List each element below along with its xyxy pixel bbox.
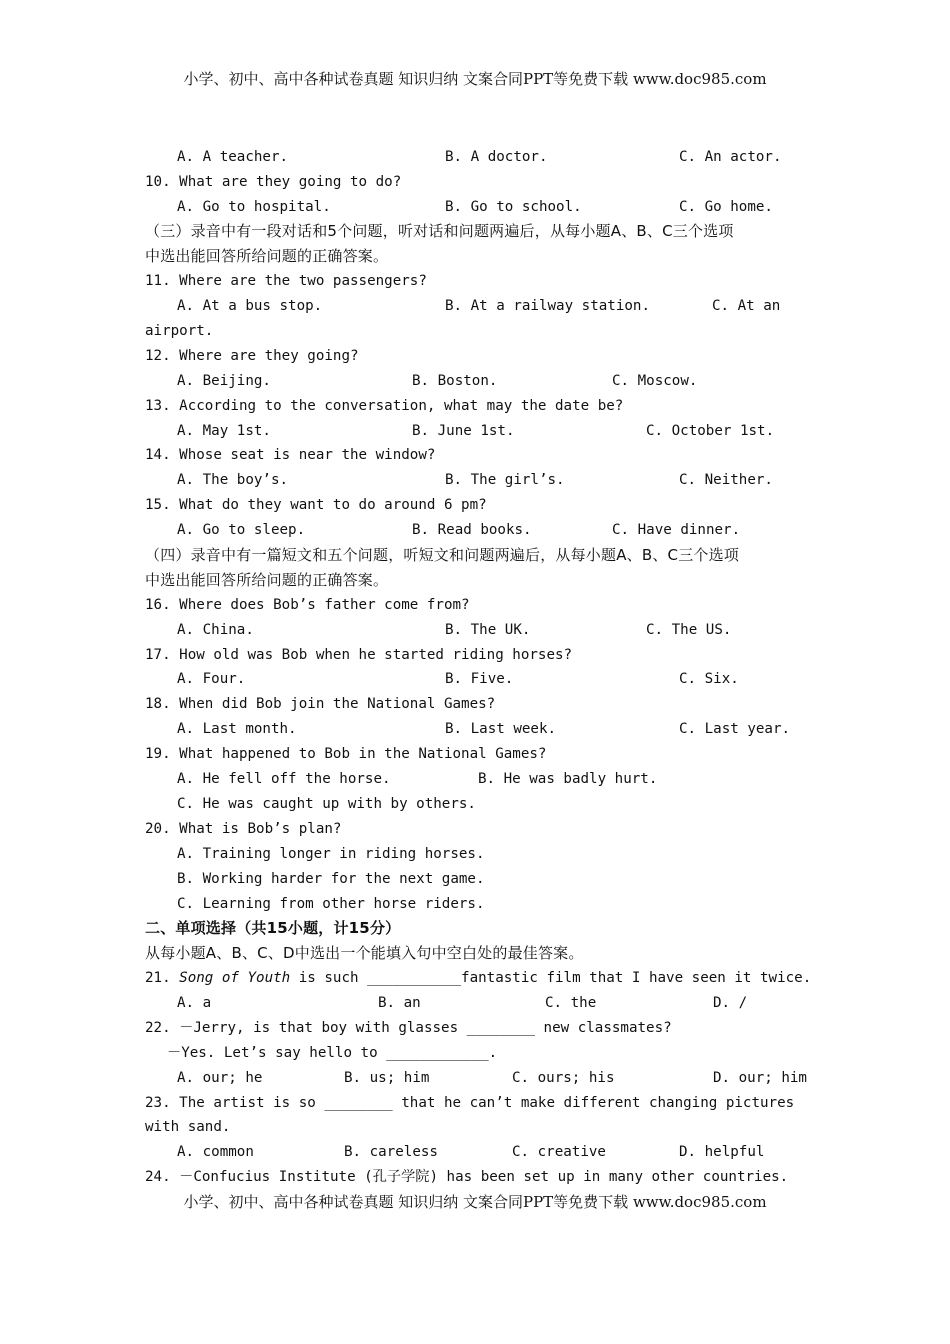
option-b: B. Read books.	[412, 522, 532, 538]
question-18: 18. When did Bob join the National Games?	[145, 696, 496, 712]
option-c: C. ours; his	[512, 1070, 615, 1086]
page-footer: 小学、初中、高中各种试卷真题 知识归纳 文案合同PPT等免费下载 www.doc985.com	[183, 1193, 767, 1211]
q22-options	[177, 1067, 842, 1089]
section-3-instruction-line2: 中选出能回答所给问题的正确答案。	[145, 247, 389, 265]
option-b: B. an	[378, 995, 421, 1011]
option-d: D. our; him	[713, 1070, 807, 1086]
q16-options	[177, 619, 842, 641]
option-a: A. our; he	[177, 1070, 263, 1086]
q21-film-title: Song of Youth	[179, 970, 291, 986]
question-21	[145, 967, 810, 989]
section-4-instruction-line2: 中选出能回答所给问题的正确答案。	[145, 571, 389, 589]
q19-options	[177, 768, 842, 790]
option-b: B. careless	[344, 1144, 438, 1160]
question-20: 20. What is Bob’s plan?	[145, 821, 342, 837]
option-a: A. Go to hospital.	[177, 199, 331, 215]
q23-options	[177, 1141, 842, 1163]
part-2-instruction: 从每小题A、B、C、D中选出一个能填入句中空白处的最佳答案。	[145, 944, 584, 962]
q14-options	[177, 469, 842, 491]
question-23: 23. The artist is so ________ that he can’t make different changing pictures	[145, 1095, 795, 1111]
option-b: B. June 1st.	[412, 423, 515, 439]
option-c: C. Last year.	[679, 721, 791, 737]
page-header: 小学、初中、高中各种试卷真题 知识归纳 文案合同PPT等免费下载 www.doc985.com	[183, 70, 767, 88]
option-b: B. A doctor.	[445, 149, 548, 165]
q11-options	[177, 295, 842, 317]
option-b: B. Go to school.	[445, 199, 582, 215]
option-b: B. Last week.	[445, 721, 557, 737]
question-24: 24. －Confucius Institute (孔子学院) has been set up in many other countries.	[145, 1169, 789, 1185]
option-a: A. Four.	[177, 671, 246, 687]
q13-options	[177, 420, 842, 442]
option-c: C. creative	[512, 1144, 606, 1160]
option-c: C. At an	[712, 298, 781, 314]
option-c: C. Neither.	[679, 472, 773, 488]
option-b: B. us; him	[344, 1070, 430, 1086]
question-22: 22. －Jerry, is that boy with glasses ________ new classmates?	[145, 1020, 672, 1036]
option-c: C. Have dinner.	[612, 522, 741, 538]
option-c: C. the	[545, 995, 597, 1011]
option-d: D. /	[713, 995, 748, 1011]
option-b: B. At a railway station.	[445, 298, 650, 314]
option-b: B. Boston.	[412, 373, 498, 389]
option-a: A. common	[177, 1144, 254, 1160]
option-b: B. The UK.	[445, 622, 531, 638]
option-c: C. An actor.	[679, 149, 782, 165]
option-d: D. helpful	[679, 1144, 765, 1160]
q11-continuation: airport.	[145, 323, 214, 339]
q20-option-a: A. Training longer in riding horses.	[177, 846, 485, 862]
option-b: B. The girl’s.	[445, 472, 565, 488]
q12-options	[177, 370, 842, 392]
q21-options	[177, 992, 842, 1014]
q19-option-c: C. He was caught up with by others.	[177, 796, 476, 812]
q21-text: is such ___________fantastic film that I have seen it twice.	[290, 970, 812, 986]
option-c: C. October 1st.	[646, 423, 775, 439]
question-12: 12. Where are they going?	[145, 348, 359, 364]
option-a: A. Last month.	[177, 721, 297, 737]
option-a: A. a	[177, 995, 212, 1011]
q20-option-c: C. Learning from other horse riders.	[177, 896, 485, 912]
q18-options	[177, 718, 842, 740]
option-b: B. Five.	[445, 671, 514, 687]
option-c: C. Go home.	[679, 199, 773, 215]
option-a: A. Go to sleep.	[177, 522, 306, 538]
q9-options	[177, 146, 842, 168]
q23-continuation: with sand.	[145, 1119, 231, 1135]
q17-options	[177, 668, 842, 690]
option-b: B. He was badly hurt.	[478, 771, 658, 787]
option-a: A. May 1st.	[177, 423, 271, 439]
option-a: A. Beijing.	[177, 373, 271, 389]
section-4-instruction-line1: （四）录音中有一篇短文和五个问题，听短文和问题两遍后，从每小题A、B、C三个选项	[145, 546, 740, 564]
option-a: A. He fell off the horse.	[177, 771, 391, 787]
question-16: 16. Where does Bob’s father come from?	[145, 597, 470, 613]
question-11: 11. Where are the two passengers?	[145, 273, 427, 289]
q10-options	[177, 196, 842, 218]
question-19: 19. What happened to Bob in the National Games?	[145, 746, 547, 762]
q20-option-b: B. Working harder for the next game.	[177, 871, 485, 887]
option-a: A. China.	[177, 622, 254, 638]
option-c: C. Six.	[679, 671, 739, 687]
option-a: A. At a bus stop.	[177, 298, 323, 314]
q15-options	[177, 519, 842, 541]
question-14: 14. Whose seat is near the window?	[145, 447, 436, 463]
option-a: A. The boy’s.	[177, 472, 289, 488]
section-3-instruction-line1: （三）录音中有一段对话和5个问题，听对话和问题两遍后，从每小题A、B、C三个选项	[145, 222, 734, 240]
question-15: 15. What do they want to do around 6 pm?	[145, 497, 487, 513]
part-2-title: 二、单项选择（共15小题，计15分）	[145, 919, 401, 937]
option-a: A. A teacher.	[177, 149, 289, 165]
question-13: 13. According to the conversation, what may the date be?	[145, 398, 624, 414]
question-17: 17. How old was Bob when he started riding horses?	[145, 647, 573, 663]
option-c: C. The US.	[646, 622, 732, 638]
q21-number: 21.	[145, 970, 171, 986]
option-c: C. Moscow.	[612, 373, 698, 389]
q22-reply: －Yes. Let’s say hello to ____________.	[167, 1045, 498, 1061]
question-10: 10. What are they going to do?	[145, 174, 402, 190]
